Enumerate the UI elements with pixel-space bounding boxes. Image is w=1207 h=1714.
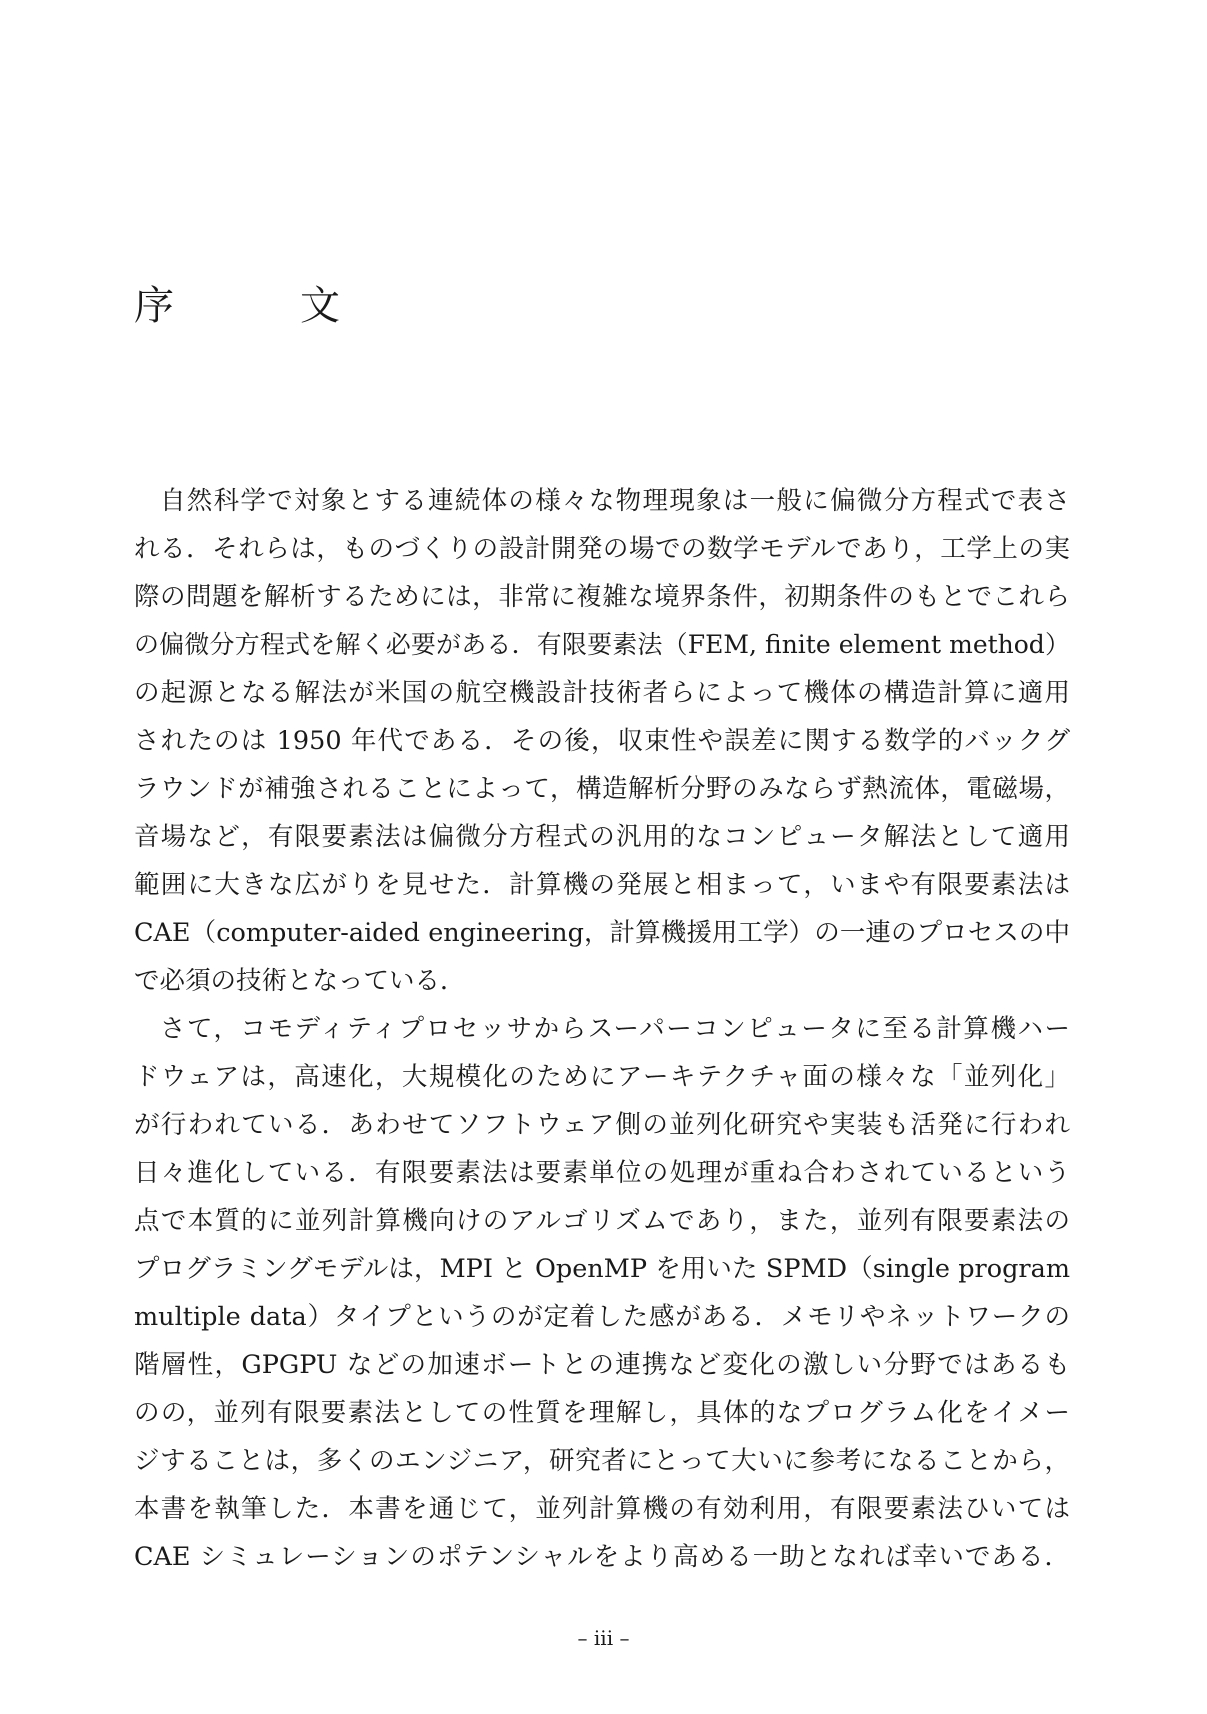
paragraph-2	[134, 1005, 1070, 1581]
text-line: が行われている．あわせてソフトウェア側の並列化研究や実装も活発に行われ	[134, 1110, 1070, 1140]
preface-body	[134, 477, 1070, 1581]
text-line: 階層性，GPGPU などの加速ボートとの連携など変化の激しい分野ではあるも	[134, 1350, 1070, 1380]
text-line: ジすることは，多くのエンジニア，研究者にとって大いに参考になることから，	[134, 1446, 1070, 1476]
text-line: されたのは 1950 年代である．その後，収束性や誤差に関する数学的バックグ	[134, 726, 1070, 756]
text-line: CAE（computer-aided engineering，計算機援用工学）の一連のプロセスの中	[134, 918, 1070, 948]
paragraph-1	[134, 477, 1070, 1005]
text-line: CAE シミュレーションのポテンシャルをより高める一助となれば幸いである．	[134, 1542, 1070, 1572]
text-line: 日々進化している．有限要素法は要素単位の処理が重ね合わされているという	[134, 1158, 1070, 1188]
text-line: の偏微分方程式を解く必要がある．有限要素法（FEM, finite element method）	[134, 630, 1070, 659]
text-line: で必須の技術となっている．	[134, 966, 466, 996]
text-line: 本書を執筆した．本書を通じて，並列計算機の有効利用，有限要素法ひいては	[134, 1494, 1070, 1524]
text-line: 自然科学で対象とする連続体の様々な物理現象は一般に偏微分方程式で表さ	[160, 486, 1070, 516]
title-char-1: 序	[134, 283, 174, 329]
page-number: – iii –	[577, 1626, 630, 1650]
text-line: multiple data）タイプというのが定着した感がある．メモリやネットワークの	[134, 1302, 1070, 1332]
text-line: の起源となる解法が米国の航空機設計技術者らによって機体の構造計算に適用	[134, 678, 1070, 708]
text-line: さて，コモディティプロセッサからスーパーコンピュータに至る計算機ハー	[160, 1014, 1070, 1044]
text-line: ドウェアは，高速化，大規模化のためにアーキテクチャ面の様々な「並列化」	[134, 1062, 1070, 1092]
text-line: 範囲に大きな広がりを見せた．計算機の発展と相まって，いまや有限要素法は	[134, 870, 1070, 900]
text-line: 点で本質的に並列計算機向けのアルゴリズムであり，また，並列有限要素法の	[134, 1206, 1070, 1236]
text-line: プログラミングモデルは，MPI と OpenMP を用いた SPMD（single program	[134, 1254, 1070, 1284]
text-line: のの，並列有限要素法としての性質を理解し，具体的なプログラム化をイメー	[134, 1398, 1070, 1428]
title-char-2: 文	[300, 283, 340, 329]
text-line: 音場など，有限要素法は偏微分方程式の汎用的なコンピュータ解法として適用	[134, 822, 1070, 852]
text-line: ラウンドが補強されることによって，構造解析分野のみならず熱流体，電磁場，	[134, 774, 1070, 804]
text-line: れる．それらは，ものづくりの設計開発の場での数学モデルであり，工学上の実	[134, 534, 1070, 564]
text-line: 際の問題を解析するためには，非常に複雑な境界条件，初期条件のもとでこれら	[134, 582, 1070, 612]
